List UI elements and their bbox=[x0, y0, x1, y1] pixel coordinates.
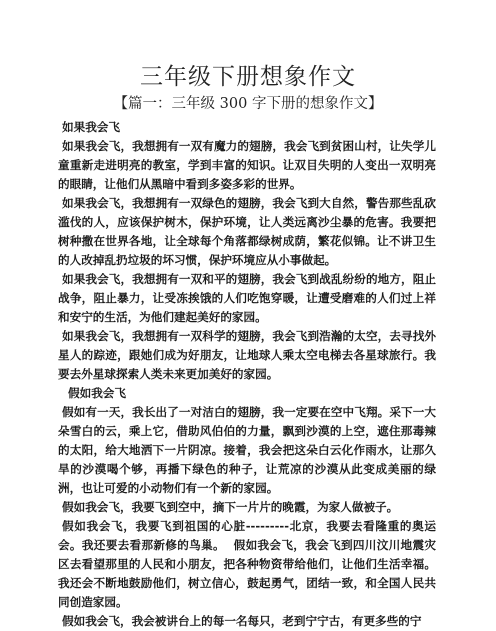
essay-body bbox=[58, 118, 436, 631]
document-title: 三年级下册想象作文 bbox=[140, 64, 356, 90]
document-subtitle: 【篇一：三年级 300 字下册的想象作文】 bbox=[113, 96, 383, 112]
essay-paragraph: 如果我会飞，我想拥有一双绿色的翅膀，我会飞到大自然，警告那些乱砍滥伐的人，应该保护树木，保护环境，让人类远离沙尘暴的危害。我要把树种撒在世界各地，让全球每个角落都绿树成荫，繁花似锦。让不讲卫生的人改掉乱扔垃圾的坏习惯，保护环境应从小事做起。 bbox=[58, 196, 436, 267]
essay-paragraph: 假如我会飞，我会被讲台上的每一名每只，老到宁宁古，有更多些的宁 bbox=[62, 614, 422, 628]
essay-paragraph: 假如我会飞，我要飞到祖国的心脏---------北京，我要去看隆重的奥运会。我还要去看那新修的鸟巢。 假如我会飞，我会飞到四川汶川地震灾区去看望那里的人民和小朋友，把各种物资带给他们，让他们生活幸福。我还会不断地鼓励他们，树立信心，鼓起勇气，团结一致，和全国人民共同创造家园。 bbox=[58, 519, 436, 609]
essay-paragraph: 如果我会飞，我想拥有一双有魔力的翅膀，我会飞到贫困山村，让失学儿童重新走进明亮的教室，学到丰富的知识。让双目失明的人变出一双明亮的眼睛，让他们从黑暗中看到多姿多彩的世界。 bbox=[58, 139, 436, 191]
essay-paragraph: 如果我会飞，我想拥有一双科学的翅膀，我会飞到浩瀚的太空，去寻找外星人的踪迹，跟她们成为好朋友，让地球人乘太空电梯去各星球旅行。我要去外星球探索人类未来更加美好的家园。 bbox=[58, 329, 436, 381]
essay-paragraph: 如果我会飞，我想拥有一双和平的翅膀，我会飞到战乱纷纷的地方，阻止战争，阻止暴力，让受冻挨饿的人们吃饱穿暖，让遭受磨难的人们过上祥和安宁的生活，为他们建起美好的家园。 bbox=[58, 272, 436, 324]
essay-paragraph: 假如有一天，我长出了一对洁白的翅膀，我一定要在空中飞翔。采下一大朵雪白的云，乘上它，借助风伯伯的力量，飘到沙漠的上空，遮住那毒辣的太阳，给大地洒下一片阴凉。接着，我会把这朵白云化作雨水，让那久旱的沙漠喝个够，再播下绿色的种子，让荒凉的沙漠从此变成美丽的绿洲，也让可爱的小动物们有一个新的家园。 bbox=[58, 405, 436, 495]
essay-paragraph: 假如我会飞，我要飞到空中，摘下一片片的晚霞，为家人做被子。 bbox=[62, 500, 399, 514]
essay-heading: 假如我会飞 bbox=[68, 386, 126, 400]
essay-heading: 如果我会飞 bbox=[62, 120, 120, 134]
